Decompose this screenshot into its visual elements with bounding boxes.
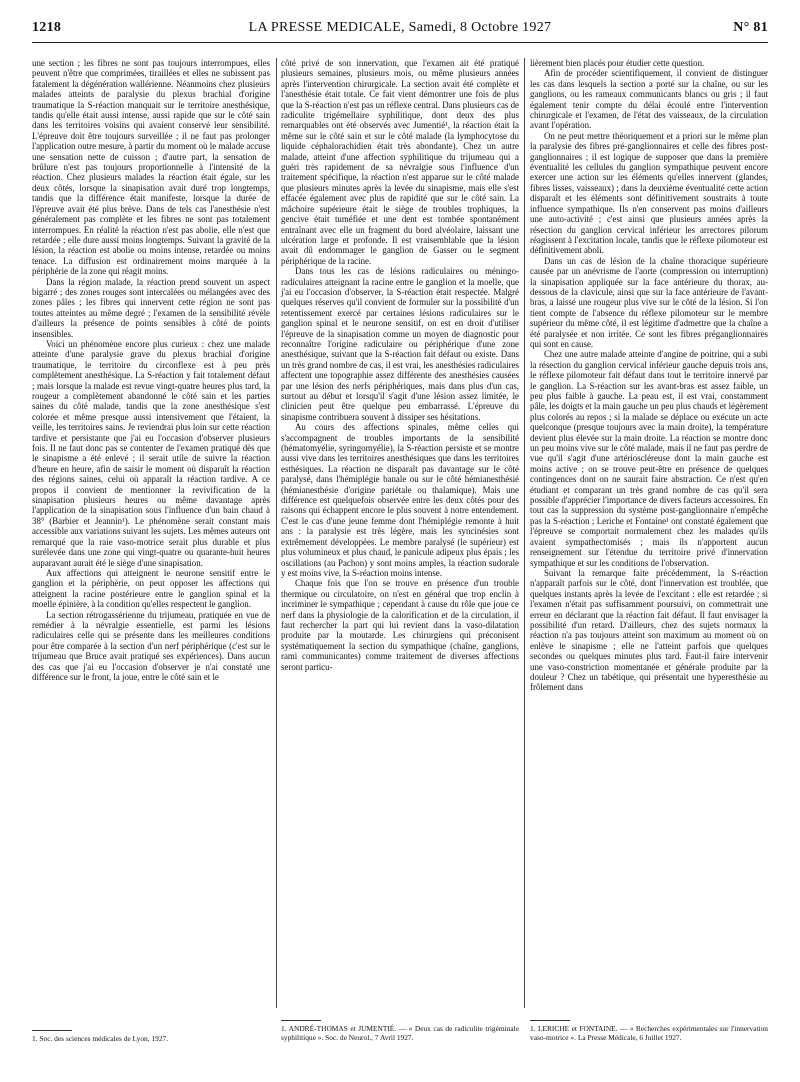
paragraph: Chez une autre malade atteinte d'angine de poitrine, qui a subi la résection du ganglion cervical inférieur gauche depuis trois ans, le réflexe pilomoteur fait défaut dans tout le territoire innervé par le ganglion. La S-réaction sur les avant-bras est assez faible, un peu plus faible à gauche. La peau est, il est vrai, constamment pâle, les doigts et la main gauche un peu plus chauds et légèrement plus colorés au repos ; si la malade se déplace ou exécute un acte quelconque (presque toujours avec la main droite), la température devient plus élevée sur la main droite. La réaction se montre donc un peu moins vive sur le côté malade, mais il ne faut pas perdre de vue qu'il s'agit d'une artérioscléreuse dont la main gauche est moins active ; on se trouve peut-être en présence de quelques contingences dont on ne saurait faire abstraction. Ce n'est qu'en étudiant et comparant un très grand nombre de cas qu'il sera possible d'apprécier l'importance de divers facteurs accessoires. En tout cas la suppression du système post-ganglionnaire n'empêche pas la S-réaction ; Leriche et Fontaine¹ ont constaté également que l'épreuve se comportait normalement chez les malades qu'ils avaient sympathectomisés ; mais ils n'apportent aucun renseignement sur l'étendue du territoire privé d'innervation sympathique et sur les conditions de l'observation.: [530, 349, 768, 568]
column-divider: [524, 58, 525, 1008]
paragraph: La section rétrogassérienne du trijumeau, pratiquée en vue de remédier à la névralgie essentielle, est parmi les lésions radiculaires celle qui se présente dans les meilleures conditions pour être comparée à la section d'un nerf périphérique (c'est sur le trijumeau que Bruce avait pratiqué ses expériences). Dans aucun des cas que j'ai eu l'occasion d'observer je n'ai constaté une différence sur le front, la joue, entre le côté sain et le: [32, 609, 270, 682]
paragraph: Dans un cas de lésion de la chaîne thoracique supérieure causée par un anévrisme de l'aorte (compression ou interruption) la sinapisation appliquée sur la face antérieure du thorax, au-dessous de la clavicule, ainsi que sur la face antérieure de l'avant-bras, a laissé une rougeur plus vive sur le côté de la lésion. Si l'on tient compte de l'absence du réflexe pilomoteur sur le membre supérieur du même côté, il est légitime d'admettre que la chaîne a été paralysée et non irritée. Ce sont les fibres préganglionnaires qui sont en cause.: [530, 255, 768, 349]
paragraph: Dans tous les cas de lésions radiculaires ou méningo-radiculaires atteignant la racine entre le ganglion et la moelle, que j'ai eu l'occasion d'observer, la S-réaction était respectée. Malgré quelques réserves qu'il convient de formuler sur la possibilité d'un retentissement exercé par certaines lésions radiculaires sur le ganglion spinal et le neurone sensitif, on est en droit d'utiliser l'épreuve de la sinapisation comme un moyen de diagnostic pour reconnaître l'origine radiculaire ou périphérique d'une zone anesthésique, suivant que la S-réaction fait défaut ou existe. Dans un très grand nombre de cas, il est vrai, les anesthésies radiculaires affectent une topographie assez différente des anesthésies causées par une lésion des nerfs périphériques, mais dans plus d'un cas, surtout au début et lorsqu'il s'agit d'une lésion assez limitée, le clinicien peut être quelque peu embarrassé. L'épreuve du sinapisme contribuera souvent à dissiper ses hésitations.: [281, 266, 519, 422]
running-header: [32, 20, 768, 43]
text-column-1: [32, 58, 270, 682]
paragraph: On ne peut mettre théoriquement et a priori sur le même plan la paralysie des fibres pré-ganglionnaires et celle des fibres post-ganglionnaires ; il est logique de supposer que dans la première éventualité les cellules du ganglion sympathique peuvent encore exercer une action sur les éléments qu'elles innervent (glandes, fibres lisses, vaisseaux) ; dans la deuxième éventualité cette action disparaît et les éléments sont définitivement soustraits à toute influence sympathique. Ils n'en conservent pas moins d'ailleurs une auto-activité ; c'est ainsi que plusieurs années après la résection du ganglion cervical inférieur les arrectores pilorum réagissent à l'excitation locale, tandis que le réflexe pilomoteur est définitivement aboli.: [530, 130, 768, 256]
footnote-text: 1. LERICHE et FONTAINE. — « Recherches expérimentales sur l'innervation vaso-motrice ». La Presse Médicale, 6 Juillet 1927.: [530, 1024, 768, 1042]
paragraph: lièrement bien placés pour étudier cette question.: [530, 58, 705, 68]
text-column-2: [281, 58, 519, 672]
issue-number: N° 81: [733, 20, 768, 35]
page-number: 1218: [32, 20, 62, 35]
footnote-rule: [281, 1020, 321, 1021]
footnote-rule: [32, 1030, 72, 1031]
paragraph: Dans la région malade, la réaction prend souvent un aspect bigarré ; des zones rouges sont intercalées ou mélangées avec des zones pâles ; les fibres qui innervent cette région ne sont pas toutes atteintes au même degré ; l'examen de la sensibilité révèle d'ailleurs la présence de points sensibles à côté de points insensibles.: [32, 276, 270, 339]
footnote: [530, 1020, 768, 1042]
column-divider: [276, 58, 277, 1008]
footnote-text: 1. ANDRÉ-THOMAS et JUMENTIÉ. — « Deux cas de radiculite trigéminale syphilitique ». Soc. de Neurol., 7 Avril 1927.: [281, 1024, 519, 1042]
paragraph: une section ; les fibres ne sont pas toujours interrompues, elles peuvent n'être que comprimées, tiraillées et elles ne subissent pas fatalement la dégénération wallérienne. Néanmoins chez plusieurs malades atteints de paralysie du plexus brachial d'origine traumatique la S-réaction manquait sur le territoire anesthésique, tandis qu'elle était aussi intense, aussi rapide que sur le côté sain dans les territoires voisins qui avaient conservé leur sensibilité. L'épreuve doit être toujours surveillée ; il ne faut pas prolonger l'application outre mesure, à partir du moment où le malade accuse une sensation nette de cuisson ; d'autre part, la sensation de brûlure n'est pas toujours proportionnelle à l'intensité de la réaction. Chez plusieurs malades la réaction était égale, sur les deux côtés, lorsque la sinapisation avait duré trop longtemps, tandis que la différence était manifeste, lorsque la durée de l'épreuve avait été plus brève. Dans de tels cas l'anesthésie n'est généralement pas complète et les fibres ne sont pas totalement interrompues. En réalité la réaction n'est pas abolie, elle n'est que retardée ; elle dure aussi moins longtemps. Suivant la gravité de la lésion, la réaction est abolie ou moins intense, retardée ou moins tenace. La diffusion est ordinairement moins marquée à la périphérie de la zone qui réagit moins.: [32, 58, 270, 277]
paragraph: Aux affections qui atteignent le neurone sensitif entre le ganglion et la périphérie, on peut opposer les affections qui atteignent la racine postérieure entre le ganglion spinal et la moelle épinière, à la condition qu'elles respectent le ganglion.: [32, 567, 270, 610]
paragraph: Au cours des affections spinales, même celles qui s'accompagnent de troubles importants de la sensibilité (hématomyélie, syringomyélie), la S-réaction persiste et se montre aussi vive dans les territoires anesthésiques que dans les territoires esthésiques. La réaction ne disparaît pas davantage sur le côté paralysé, dans l'hémiplégie banale ou sur le côté hémianesthésié (hémianesthésie d'origine pariétale ou thalamique). Mais une différence est quelquefois observée entre les deux côtés pour des raisons qui échappent encore le plus souvent à notre entendement. C'est le cas d'une jeune femme dont l'hémiplégie remonte à huit ans : la paralysie est très légère, mais les syncinésies sont extrêmement développées. Le membre paralysé (le supérieur) est plus volumineux et plus chaud, le panicule adipeux plus épais ; les oscillations (au Pachon) y sont moins amples, la réaction sudorale y est moins vive, la S-réaction moins intense.: [281, 422, 519, 578]
paragraph: Voici un phénomène encore plus curieux : chez une malade atteinte d'une paralysie grave du plexus brachial d'origine traumatique, le territoire du circonflexe est à peu près complètement anesthésique. La S-réaction y fait totalement défaut ; mais lorsque la malade est revue vingt-quatre heures plus tard, la rougeur a complètement abandonné le côté sain et les parties saines du côté malade, tandis que la zone anesthésique s'est colorée et même presque aussi intensivement que l'étaient, la veille, les territoires sains. Je reviendrai plus loin sur cette réaction tardive et persistante que j'ai eu l'occasion d'observer plusieurs fois. Il ne faut donc pas se contenter de l'examen pratiqué dès que le sinapisme a été enlevé ; il serait utile de suivre la réaction d'heure en heure, afin de saisir le moment où disparaît la réaction des régions saines, celui où apparaît la réaction tardive. A ce propos il convient de mentionner la revivification de la sinapisation plusieurs heures ou même davantage après l'application de la sinapisation sous l'influence d'un bain chaud à 38° (Barbier et Jeannin¹). Le phénomène serait constant mais accessible aux variations suivant les sujets. Les mêmes auteurs ont remarqué que la raie vaso-motrice serait plus durable et plus surélevée dans une zone qui vingt-quatre ou quarante-huit heures auparavant aurait été le siège d'une sinapisation.: [32, 338, 270, 568]
footnote-rule: [530, 1020, 570, 1021]
footnote-text: 1. Soc. des sciences médicales de Lyon, 1927.: [32, 1034, 169, 1043]
journal-title: LA PRESSE MEDICALE, Samedi, 8 Octobre 1927: [248, 20, 552, 35]
text-column-3: [530, 58, 768, 693]
paragraph: Afin de procéder scientifiquement, il convient de distinguer les cas dans lesquels la section a porté sur la chaîne, ou sur les ganglions, ou les rameaux communicants blancs ou gris ; il faut également tenir compte du délai écoulé entre l'intervention chirurgicale et l'examen, de l'état des vaisseaux, de la circulation avant l'opération.: [530, 68, 768, 131]
paragraph: Suivant la remarque faite précédemment, la S-réaction n'apparaît parfois sur le côté, dont l'innervation est troublée, que quelques instants après la levée de l'excitant : elle est retardée ; si l'examen n'était pas suffisamment poursuivi, on commettrait une erreur en déclarant que la réaction fait défaut. Il faut envisager la possibilité d'un retard. D'ailleurs, chez des sujets normaux la réaction n'a pas toujours atteint son maximum au moment où on enlève le sinapisme ; elle ne l'atteint parfois que quelques secondes ou quelques minutes plus tard. Faut-il faire intervenir une vaso-constriction momentanée et générale produite par la douleur ? Chez un tabétique, qui présentait une hyperesthésie au frôlement dans: [530, 567, 768, 693]
footnote: [32, 1030, 270, 1043]
footnote: [281, 1020, 519, 1042]
paragraph: côté privé de son innervation, que l'examen ait été pratiqué plusieurs semaines, plusieurs mois, ou même plusieurs années après l'intervention chirurgicale. La section avait été complète et l'anesthésie était totale. Ce fait vient démontrer une fois de plus que la S-réaction n'est pas un réflexe central. Dans plusieurs cas de radiculite trigémellaire syphilitique, dont deux des plus remarquables ont été observés avec Jumentié¹, la réaction était la même sur le côté sain et sur le côté malade (la lymphocytose du liquide céphalorachidien était très abondante). Chez un autre malade, atteint d'une affection syphilitique du trijumeau qui a guéri très rapidement de sa névralgie sous l'influence d'un traitement spécifique, la réaction n'est apparue sur le côté malade que plusieurs minutes après la levée du sinapisme, mais elle s'est effacée également avec plus de rapidité que sur le côté sain. La mâchoire supérieure était le siège de troubles trophiques, la gencive était tuméfiée et une dent est tombée spontanément entraînant avec elle un fragment du bord alvéolaire, laissant une ulcération large et profonde. Il est vraisemblable que la lésion avait dû endommager le ganglion de Gasser ou le segment périphérique de la racine.: [281, 58, 519, 266]
paragraph: Chaque fois que l'on se trouve en présence d'un trouble thermique ou circulatoire, on n'est en général que trop enclin à incriminer le sympathique ; cependant à cause du rôle que joue ce nerf dans la physiologie de la calorification et de la circulation, il faut rechercher la part qui lui revient dans la vaso-dilatation produite par la moutarde. Les chirurgiens qui préconisent systématiquement la section du sympathique (chaîne, ganglions, rami communicantes) comme traitement de diverses affections seront particu-: [281, 578, 519, 672]
